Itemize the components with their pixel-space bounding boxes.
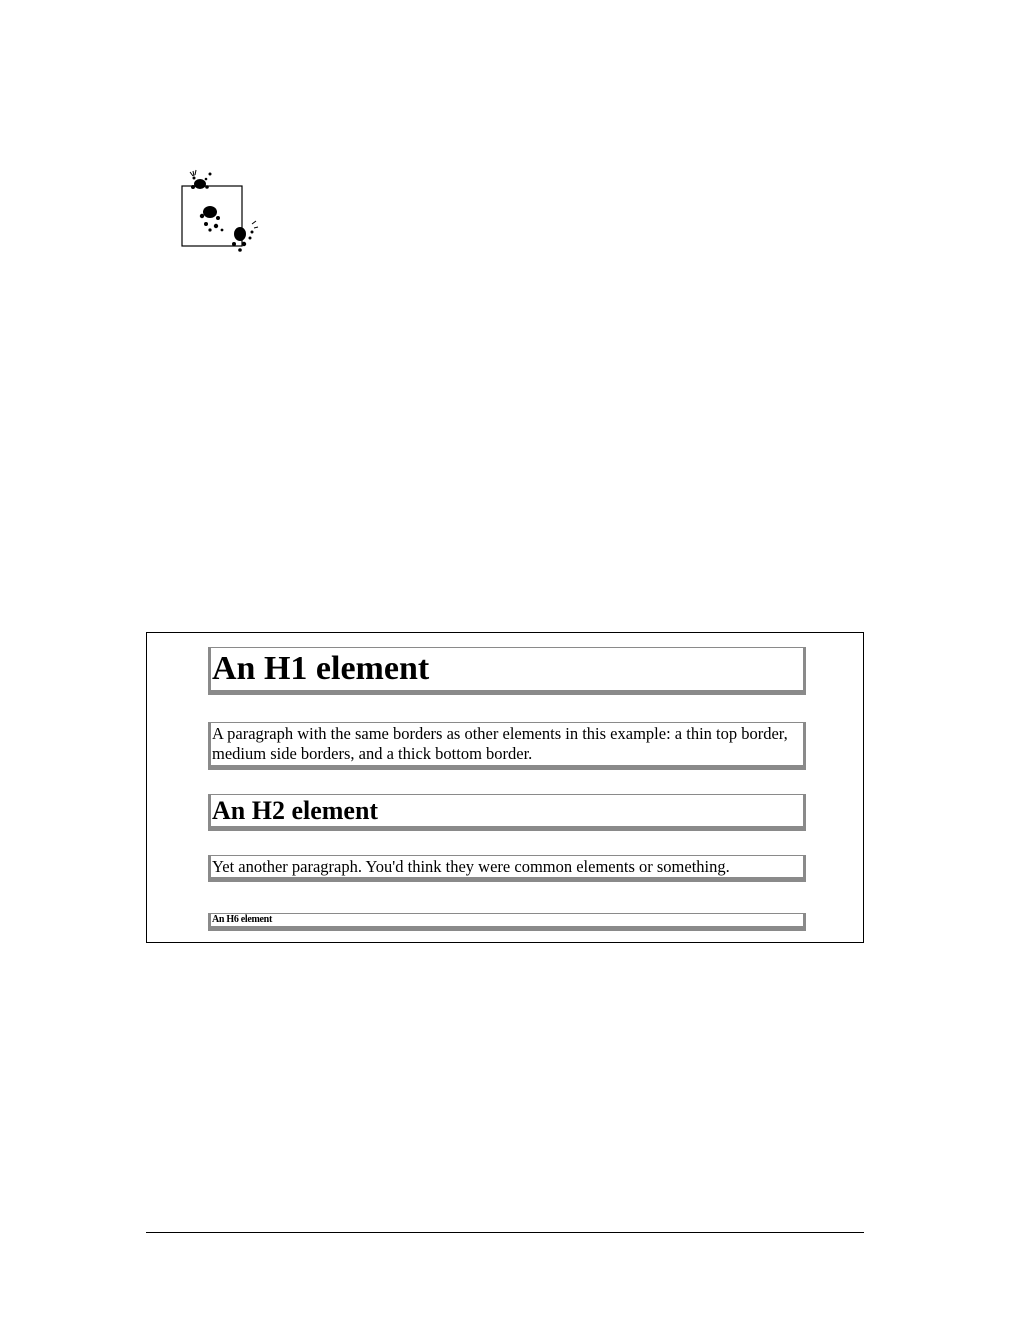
demo-h2-element: An H2 element — [208, 794, 806, 831]
tip-bugs-icon — [180, 168, 264, 256]
demo-h6-element: An H6 element — [208, 913, 806, 931]
demo-h1-element: An H1 element — [208, 647, 806, 695]
footer-divider — [146, 1232, 864, 1233]
demo-paragraph-2: Yet another paragraph. You'd think they were common elements or something. — [208, 855, 806, 882]
example-figure — [146, 632, 864, 943]
demo-paragraph-1: A paragraph with the same borders as other elements in this example: a thin top border, medium side borders, and a thick bottom border. — [208, 722, 806, 770]
